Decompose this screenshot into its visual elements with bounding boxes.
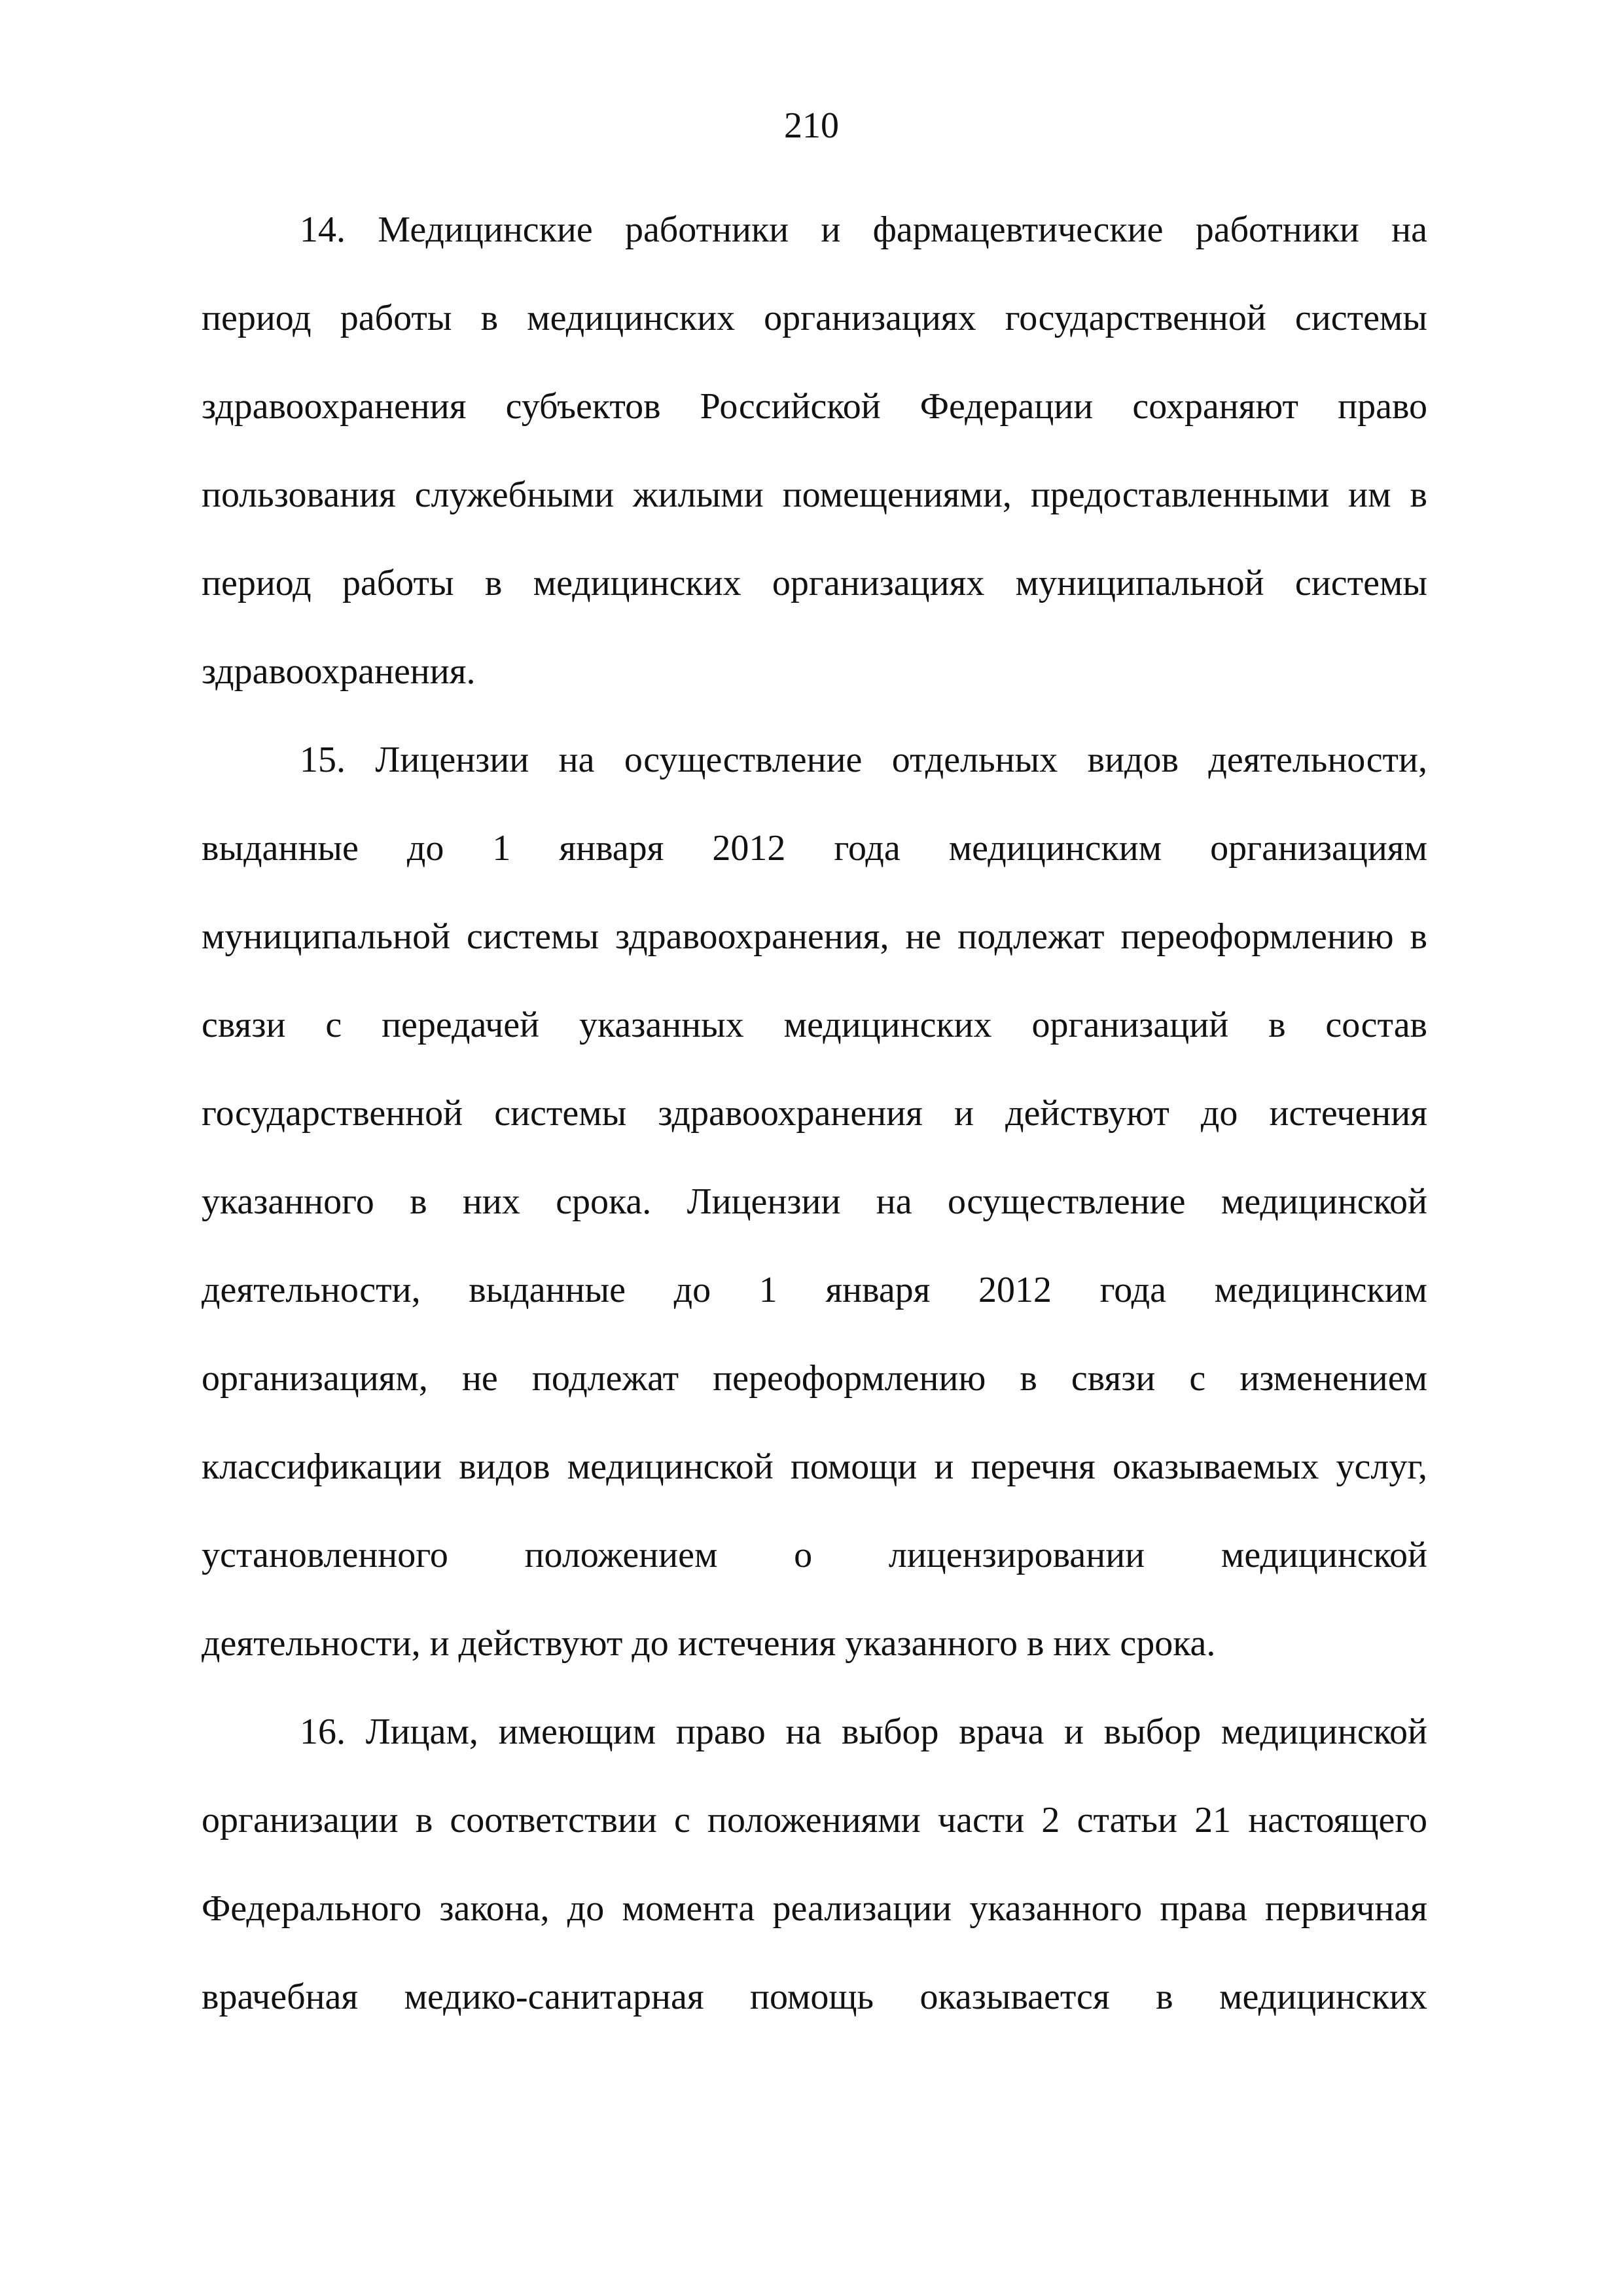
text-line: 14. Медицинские работники и фармацевтические работники на <box>300 209 1427 250</box>
paragraph-16 <box>202 1688 1427 2041</box>
text-line: период работы в медицинских организациях муниципальной системы <box>202 563 1427 603</box>
text-line: установленного положением о лицензировании медицинской <box>202 1535 1427 1575</box>
text-line: выданные до 1 января 2012 года медицинским организациям <box>202 828 1427 869</box>
text-line: 16. Лицам, имеющим право на выбор врача и выбор медицинской <box>300 1712 1427 1752</box>
paragraph-15 <box>202 716 1427 1688</box>
text-line: деятельности, выданные до 1 января 2012 года медицинским <box>202 1270 1427 1310</box>
text-line: период работы в медицинских организациях государственной системы <box>202 298 1427 338</box>
text-line: врачебная медико-санитарная помощь оказывается в медицинских <box>202 1977 1427 2017</box>
text-line: 15. Лицензии на осуществление отдельных видов деятельности, <box>300 740 1427 780</box>
text-line: организации в соответствии с положениями части 2 статьи 21 настоящего <box>202 1800 1427 1840</box>
document-body <box>202 186 1427 2041</box>
text-line: пользования служебными жилыми помещениями, предоставленными им в <box>202 475 1427 515</box>
text-line: связи с передачей указанных медицинских организаций в состав <box>202 1005 1427 1045</box>
paragraph-14 <box>202 186 1427 716</box>
text-line: деятельности, и действуют до истечения указанного в них срока. <box>202 1623 1216 1664</box>
text-line: классификации видов медицинской помощи и перечня оказываемых услуг, <box>202 1446 1427 1487</box>
text-line: организациям, не подлежат переоформлению в связи с изменением <box>202 1358 1427 1399</box>
text-line: Федерального закона, до момента реализации указанного права первичная <box>202 1888 1427 1929</box>
text-line: государственной системы здравоохранения и действуют до истечения <box>202 1093 1427 1134</box>
page-number: 210 <box>784 105 839 146</box>
text-line: указанного в них срока. Лицензии на осуществление медицинской <box>202 1181 1427 1222</box>
text-line: здравоохранения. <box>202 651 476 692</box>
text-line: здравоохранения субъектов Российской Федерации сохраняют право <box>202 386 1427 427</box>
text-line: муниципальной системы здравоохранения, не подлежат переоформлению в <box>202 916 1427 957</box>
